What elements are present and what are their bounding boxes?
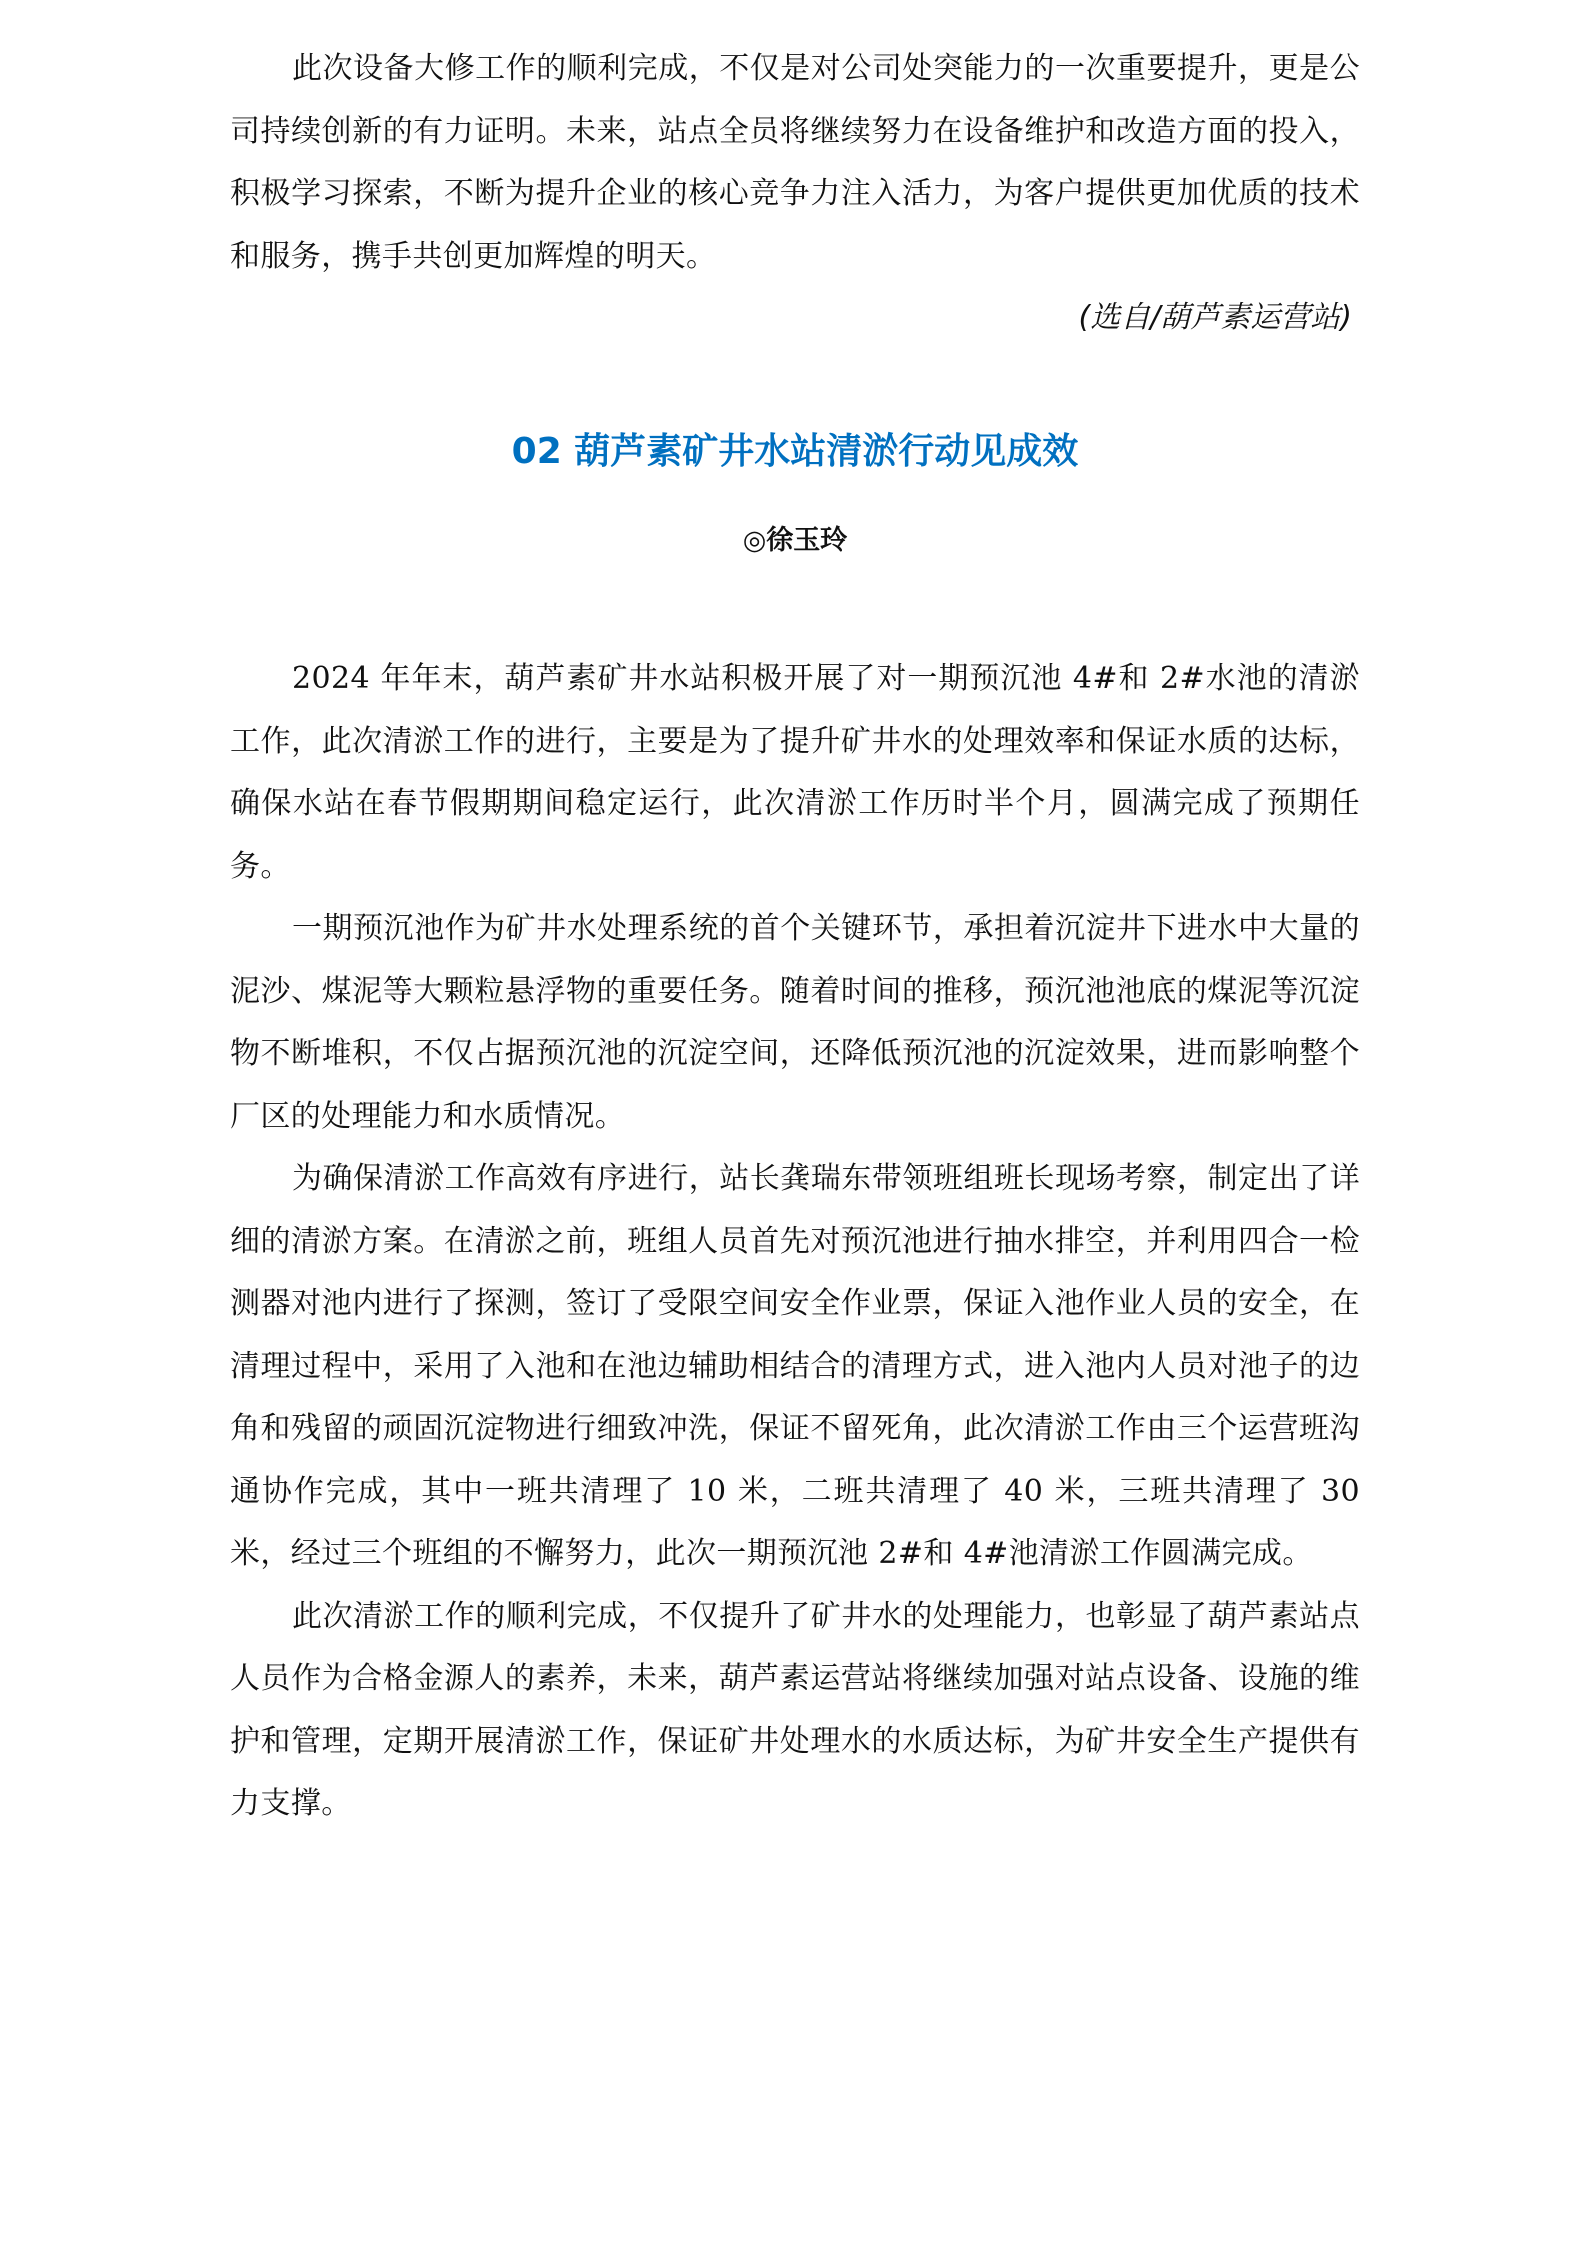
prev-article-source: (选自/葫芦素运营站) [1078,300,1352,335]
prev-article-paragraph: 此次设备大修工作的顺利完成，不仅是对公司处突能力的一次重要提升，更是公司持续创新的有力证明。未来，站点全员将继续努力在设备维护和改造方面的投入，积极学习探索，不断为提升企业的核心竞争力注入活力，为客户提供更加优质的技术和服务，携手共创更加辉煌的明天。 [230,51,1360,274]
article-paragraph: 2024 年年末，葫芦素矿井水站积极开展了对一期预沉池 4#和 2#水池的清淤工作，此次清淤工作的进行，主要是为了提升矿井水的处理效率和保证水质的达标，确保水站在春节假期期间稳定运行，此次清淤工作历时半个月，圆满完成了预期任务。 [230,661,1360,884]
article-author: ◎徐玉玲 [742,525,848,556]
article-body [230,648,1360,1836]
article-paragraph: 为确保清淤工作高效有序进行，站长龚瑞东带领班组班长现场考察，制定出了详细的清淤方案。在清淤之前，班组人员首先对预沉池进行抽水排空，并利用四合一检测器对池内进行了探测，签订了受限空间安全作业票，保证入池作业人员的安全，在清理过程中，采用了入池和在池边辅助相结合的清理方式，进入池内人员对池子的边角和残留的顽固沉淀物进行细致冲洗，保证不留死角，此次清淤工作由三个运营班沟通协作完成，其中一班共清理了 10 米，二班共清理了 40 米，三班共清理了 30 米，经过三个班组的不懈努力，此次一期预沉池 2#和 4#池清淤工作圆满完成。 [230,1161,1360,1571]
document-page [230,38,1360,1821]
article-paragraph: 一期预沉池作为矿井水处理系统的首个关键环节，承担着沉淀井下进水中大量的泥沙、煤泥等大颗粒悬浮物的重要任务。随着时间的推移，预沉池池底的煤泥等沉淀物不断堆积，不仅占据预沉池的沉淀空间，还降低预沉池的沉淀效果，进而影响整个厂区的处理能力和水质情况。 [230,911,1360,1134]
article-paragraph: 此次清淤工作的顺利完成，不仅提升了矿井水的处理能力，也彰显了葫芦素站点人员作为合格金源人的素养，未来，葫芦素运营站将继续加强对站点设备、设施的维护和管理，定期开展清淤工作，保证矿井处理水的水质达标，为矿井安全生产提供有力支撑。 [230,1598,1360,1821]
article-title: 02 葫芦素矿井水站清淤行动见成效 [511,431,1079,472]
